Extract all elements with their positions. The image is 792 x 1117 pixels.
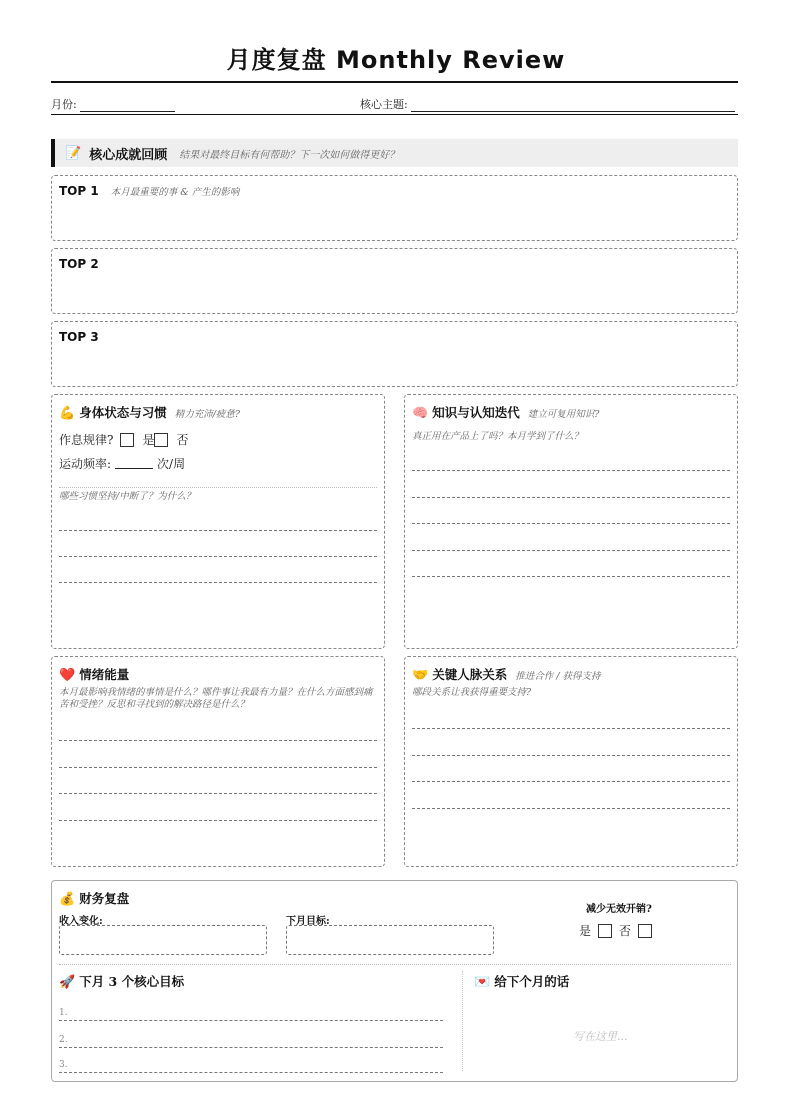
love-letter-icon: 💌 — [474, 975, 491, 990]
core-section-title: 核心成就回顾 — [89, 147, 168, 163]
heart-icon: ❤️ — [59, 668, 76, 683]
network-question: 哪段关系让我获得重要支持? — [412, 687, 532, 698]
month-input-line[interactable] — [80, 101, 175, 112]
reduce-yes-checkbox[interactable] — [598, 924, 612, 938]
page-title: 月度复盘 Monthly Review — [226, 46, 566, 74]
core-section-header — [51, 139, 738, 167]
body-habits-title: 身体状态与习惯 — [79, 405, 167, 420]
body-write-line-1[interactable] — [59, 530, 377, 531]
body-habits-card — [51, 394, 385, 649]
goal-line-2[interactable] — [59, 1047, 443, 1048]
exercise-unit: 次/周 — [157, 457, 186, 471]
sleep-no-checkbox[interactable] — [154, 433, 168, 447]
body-write-line-3[interactable] — [59, 582, 377, 583]
sleep-yes-checkbox[interactable] — [120, 433, 134, 447]
body-write-line-2[interactable] — [59, 556, 377, 557]
emotion-title: 情绪能量 — [79, 667, 130, 682]
emotion-write-line-3[interactable] — [59, 793, 377, 794]
emotion-write-line-4[interactable] — [59, 820, 377, 821]
income-label: 收入变化: — [59, 916, 103, 927]
goal-number-2: 2. — [59, 1035, 68, 1045]
network-card — [404, 656, 738, 867]
body-divider — [59, 487, 377, 488]
emotion-card — [51, 656, 385, 867]
top1-label: TOP 1 — [59, 184, 99, 198]
knowledge-write-line-4[interactable] — [412, 550, 730, 551]
body-habits-hint: 精力充沛/疲惫? — [174, 409, 240, 420]
exercise-input-line[interactable] — [115, 459, 153, 469]
knowledge-card — [404, 394, 738, 649]
goal-number-3: 3. — [59, 1060, 68, 1070]
top3-label: TOP 3 — [59, 330, 99, 344]
emotion-write-line-1[interactable] — [59, 740, 377, 741]
top2-box[interactable] — [51, 248, 738, 314]
sleep-no-label: 否 — [176, 433, 189, 447]
theme-input-line[interactable] — [411, 101, 735, 112]
sleep-row — [59, 431, 188, 448]
finance-title: 财务复盘 — [79, 891, 130, 906]
emotion-question: 本月最影响我情绪的事情是什么？哪件事让我最有力量？在什么方面感到痛苦和受挫？反思和寻找到的解决路径是什么？ — [59, 687, 373, 710]
knowledge-title: 知识与认知迭代 — [432, 405, 520, 420]
reduce-no-checkbox[interactable] — [638, 924, 652, 938]
month-label: 月份: — [51, 98, 77, 111]
network-write-line-3[interactable] — [412, 781, 730, 782]
top2-label: TOP 2 — [59, 257, 99, 271]
finance-divider — [59, 964, 731, 965]
reduce-yes-label: 是 — [579, 924, 592, 938]
brain-icon: 🧠 — [412, 406, 429, 421]
sleep-label: 作息规律? — [59, 433, 114, 447]
knowledge-write-line-2[interactable] — [412, 497, 730, 498]
goal-line-3[interactable] — [59, 1072, 443, 1073]
core-section-hint: 结果对最终目标有何帮助？下一次如何做得更好？ — [179, 149, 400, 161]
finance-goals-card — [51, 880, 738, 1082]
memo-icon: 📝 — [65, 145, 82, 161]
money-bag-icon: 💰 — [59, 892, 76, 907]
exercise-label: 运动频率: — [59, 457, 112, 471]
handshake-icon: 🤝 — [412, 668, 429, 683]
top1-hint: 本月最重要的事 & 产生的影响 — [110, 187, 240, 198]
network-write-line-1[interactable] — [412, 728, 730, 729]
network-write-line-4[interactable] — [412, 808, 730, 809]
knowledge-hint: 建立可复用知识? — [527, 409, 600, 420]
top3-box[interactable] — [51, 321, 738, 387]
title-rule — [51, 81, 738, 83]
letter-title: 给下个月的话 — [494, 974, 570, 989]
target-label: 下月目标: — [286, 916, 330, 927]
letter-placeholder[interactable]: 写在这里... — [573, 1030, 628, 1043]
top1-box[interactable] — [51, 175, 738, 241]
reduce-spending-row — [579, 922, 652, 939]
reduce-no-label: 否 — [619, 924, 632, 938]
network-write-line-2[interactable] — [412, 755, 730, 756]
exercise-row — [59, 455, 185, 472]
month-field — [51, 96, 175, 112]
network-title: 关键人脉关系 — [432, 667, 508, 682]
knowledge-question: 真正用在产品上了吗？本月学到了什么？ — [412, 431, 584, 442]
body-question: 哪些习惯坚持/中断了？为什么？ — [59, 491, 196, 502]
knowledge-write-line-5[interactable] — [412, 576, 730, 577]
sleep-yes-label: 是 — [142, 433, 155, 447]
rocket-icon: 🚀 — [59, 975, 76, 990]
header-rule — [51, 114, 738, 115]
goals-letter-divider — [462, 971, 463, 1071]
flexed-biceps-icon: 💪 — [59, 406, 76, 421]
theme-field — [360, 96, 735, 112]
knowledge-write-line-3[interactable] — [412, 523, 730, 524]
next-goals-title: 下月 3 个核心目标 — [79, 974, 185, 989]
target-input[interactable] — [286, 925, 494, 955]
goal-number-1: 1. — [59, 1008, 68, 1018]
theme-label: 核心主题: — [360, 98, 408, 111]
emotion-write-line-2[interactable] — [59, 767, 377, 768]
knowledge-write-line-1[interactable] — [412, 470, 730, 471]
network-hint: 推进合作 / 获得支持 — [515, 671, 601, 682]
goal-line-1[interactable] — [59, 1020, 443, 1021]
income-input[interactable] — [59, 925, 267, 955]
reduce-spending-label: 减少无效开销? — [586, 904, 652, 915]
